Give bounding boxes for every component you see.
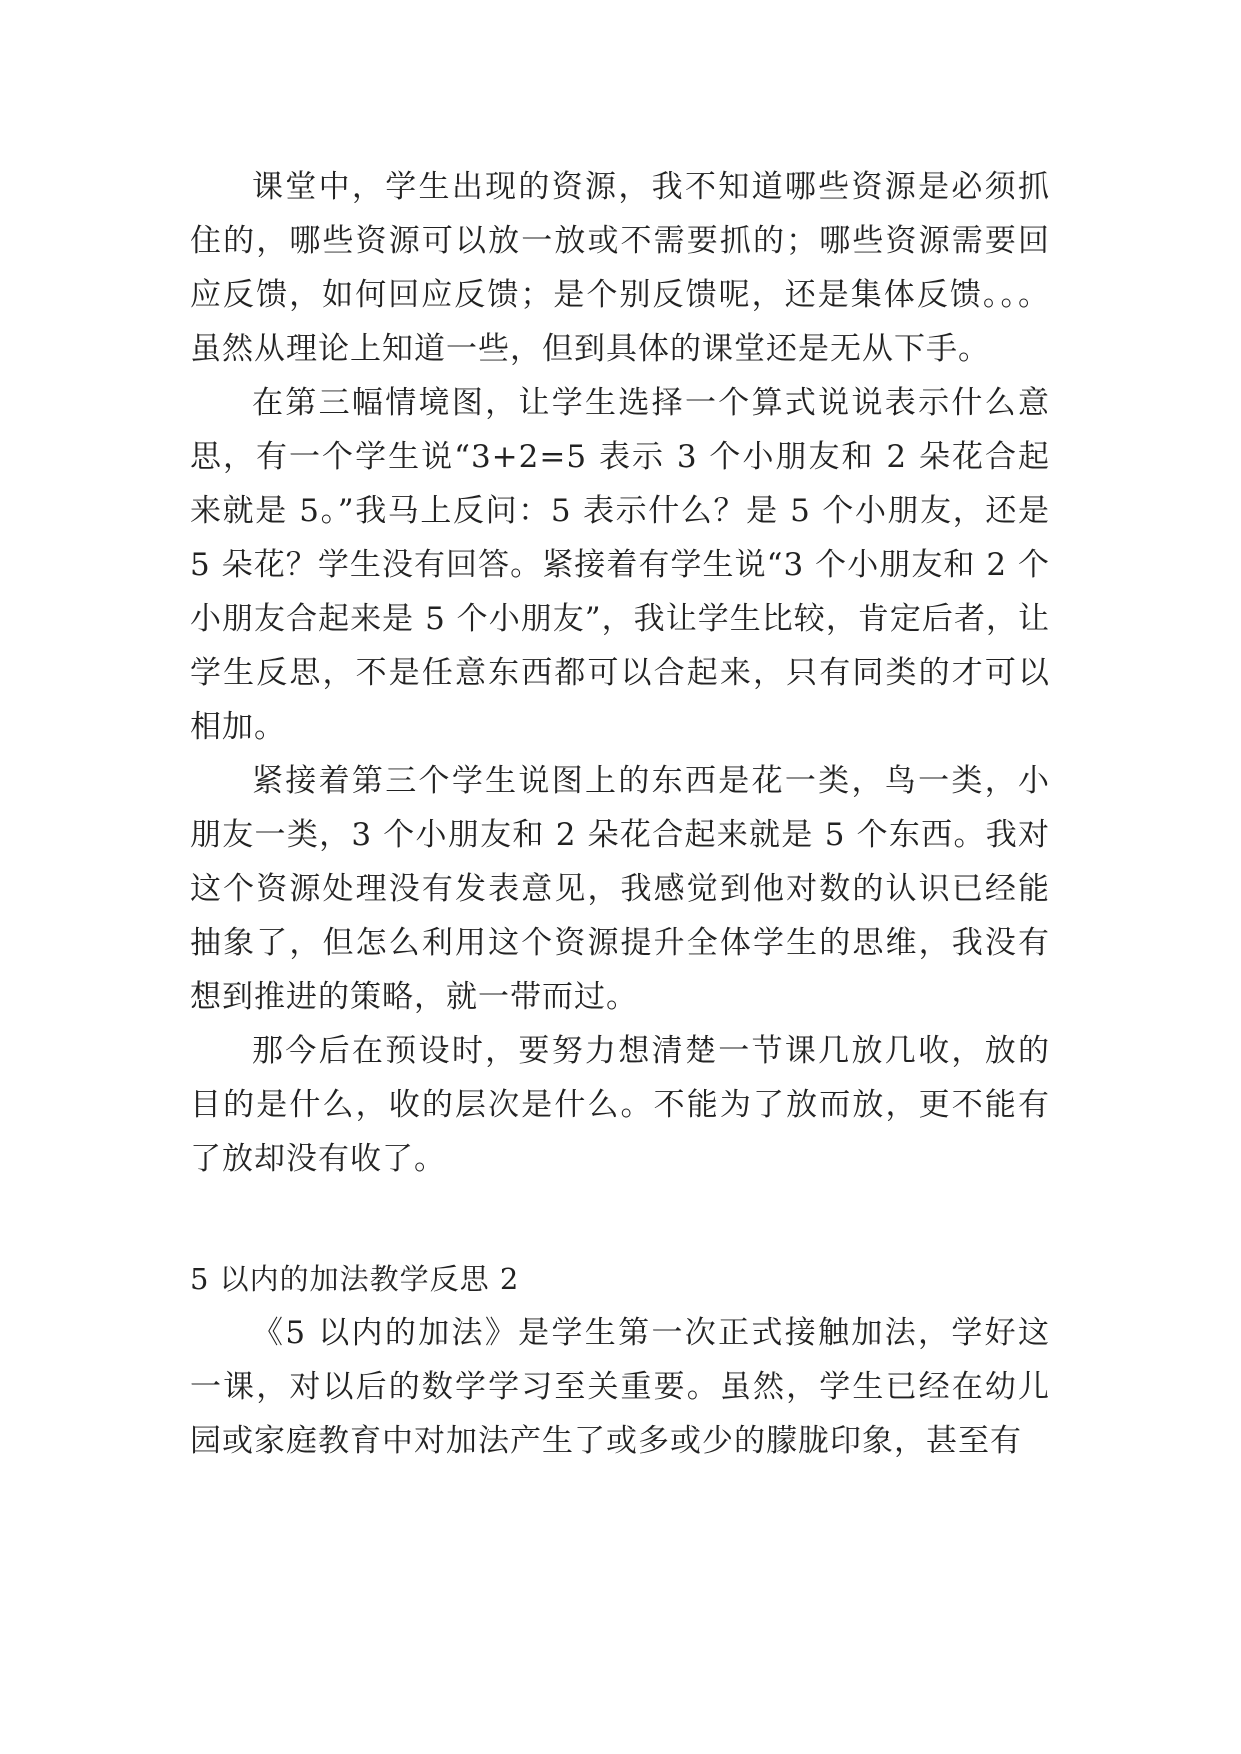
document-body (190, 160, 1050, 1468)
paragraph-classroom-resources: 课堂中，学生出现的资源，我不知道哪些资源是必须抓住的，哪些资源可以放一放或不需要抓的；哪些资源需要回应反馈，如何回应反馈；是个别反馈呢，还是集体反馈。。。虽然从理论上知道一些，但到具体的课堂还是无从下手。 (190, 169, 1050, 367)
section-heading: 5 以内的加法教学反思 2 (190, 1262, 520, 1296)
paragraph-third-student: 紧接着第三个学生说图上的东西是花一类，鸟一类，小朋友一类，3 个小朋友和 2 朵花合起来就是 5 个东西。我对这个资源处理没有发表意见，我感觉到他对数的认识已经能抽象了，但怎么利用这个资源提升全体学生的思维，我没有想到推进的策略，就一带而过。 (190, 763, 1050, 1015)
paragraph-addition-intro: 《5 以内的加法》是学生第一次正式接触加法，学好这一课，对以后的数学学习至关重要。虽然，学生已经在幼儿园或家庭教育中对加法产生了或多或少的朦胧印象，甚至有 (190, 1315, 1050, 1459)
paragraph-third-scene: 在第三幅情境图，让学生选择一个算式说说表示什么意思，有一个学生说“3+2=5 表示 3 个小朋友和 2 朵花合起来就是 5。”我马上反问：5 表示什么？是 5 个小朋友，还是 5 朵花？学生没有回答。紧接着有学生说“3 个小朋友和 2 个小朋友合起来是 5 个小朋友”，我让学生比较，肯定后者，让学生反思，不是任意东西都可以合起来，只有同类的才可以相加。 (190, 385, 1050, 745)
paragraph-future-planning: 那今后在预设时，要努力想清楚一节课几放几收，放的目的是什么，收的层次是什么。不能为了放而放，更不能有了放却没有收了。 (190, 1033, 1050, 1177)
